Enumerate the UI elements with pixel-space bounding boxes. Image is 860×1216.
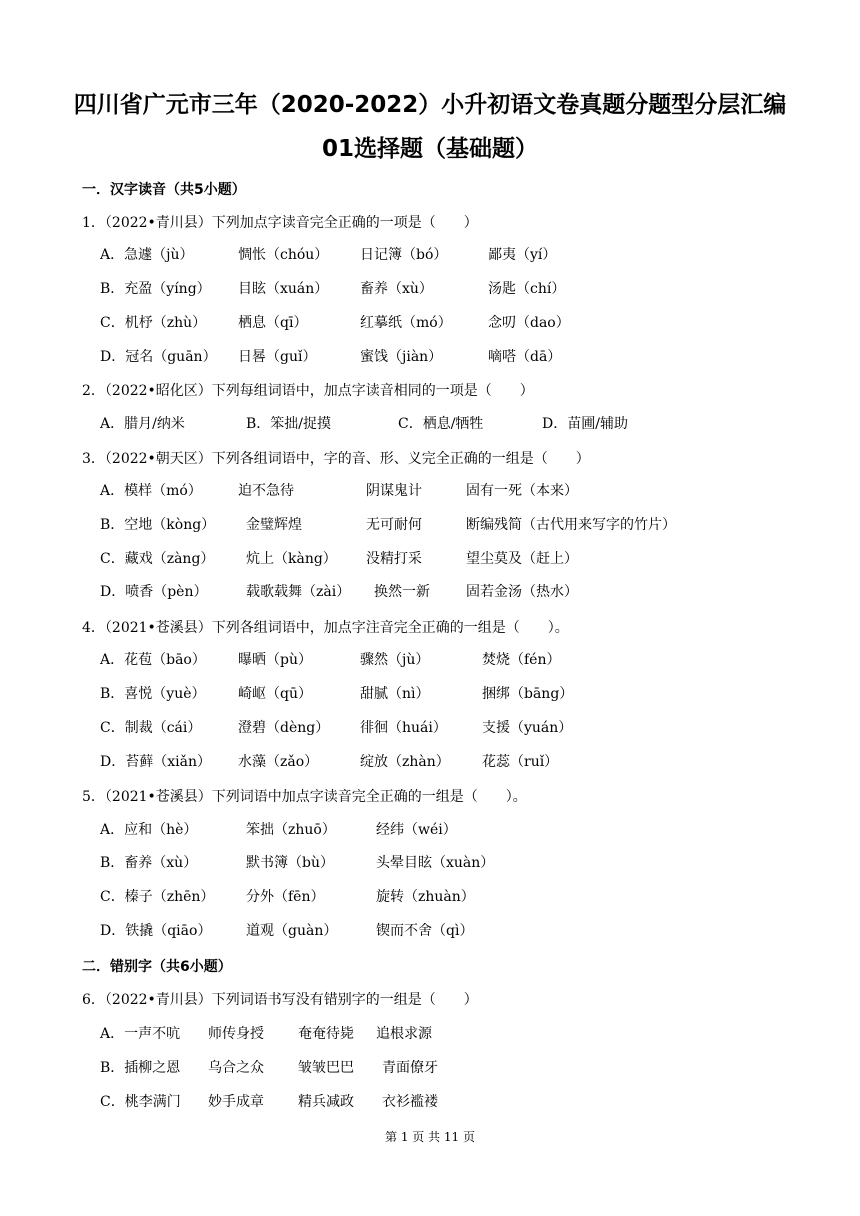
option-row xyxy=(0,921,860,941)
option-item: 支援（yuán） xyxy=(482,720,573,736)
option-item: 捆绑（bāng） xyxy=(482,686,574,702)
option-item: C．藏戏（zàng） xyxy=(100,551,215,567)
option-item: 妙手成章 xyxy=(208,1094,264,1110)
question-stem-6: 6．（2022•青川县）下列词语书写没有错别字的一组是（ ） xyxy=(82,992,478,1008)
option-item: A．腊月/纳米 xyxy=(100,416,185,432)
section-heading-pronunciation: 一．汉字读音（共5小题） xyxy=(82,182,246,198)
option-row xyxy=(0,752,860,772)
option-item: 目眩（xuán） xyxy=(238,281,329,297)
option-item: 蜜饯（jiàn） xyxy=(360,349,443,365)
option-item: 没精打采 xyxy=(366,551,422,567)
option-item: A．花苞（bāo） xyxy=(100,652,206,668)
option-row xyxy=(0,279,860,299)
page-footer: 第 1 页 共 11 页 xyxy=(385,1130,475,1144)
option-item: 嘀嗒（dā） xyxy=(488,349,562,365)
option-item: 炕上（kàng） xyxy=(246,551,337,567)
option-item: 道观（guàn） xyxy=(246,923,338,939)
option-item: 望尘莫及（赶上） xyxy=(466,551,578,567)
option-item: 笨拙（zhuō） xyxy=(246,822,336,838)
option-item: 迫不急待 xyxy=(238,483,294,499)
page-title-line2: 01选择题（基础题） xyxy=(321,136,538,162)
option-row xyxy=(0,684,860,704)
option-row xyxy=(0,549,860,569)
option-item: C．制裁（cái） xyxy=(100,720,202,736)
option-item: 花蕊（ruǐ） xyxy=(482,754,559,770)
option-item: 换然一新 xyxy=(374,584,430,600)
option-item: 断编残简（古代用来写字的竹片） xyxy=(466,517,676,533)
option-row xyxy=(0,1024,860,1044)
option-row xyxy=(0,347,860,367)
option-item: 栖息（qī） xyxy=(238,315,308,331)
option-item: B．喜悦（yuè） xyxy=(100,686,206,702)
option-row xyxy=(0,718,860,738)
option-row xyxy=(0,481,860,501)
option-item: 默书簿（bù） xyxy=(246,855,334,871)
option-item: D．喷香（pèn） xyxy=(100,584,208,600)
option-item: B．插柳之恩 xyxy=(100,1060,181,1076)
option-item: 徘徊（huái） xyxy=(360,720,447,736)
option-row xyxy=(0,1092,860,1112)
option-item: C．榛子（zhēn） xyxy=(100,889,215,905)
option-item: 皱皱巴巴 xyxy=(298,1060,354,1076)
option-item: 焚烧（fén） xyxy=(482,652,561,668)
option-item: 师传身授 xyxy=(208,1026,264,1042)
option-item: A．模样（mó） xyxy=(100,483,202,499)
option-item: 骤然（jù） xyxy=(360,652,430,668)
option-item: 分外（fēn） xyxy=(246,889,325,905)
option-row xyxy=(0,245,860,265)
option-item: B．空地（kòng） xyxy=(100,517,216,533)
option-item: A．一声不吭 xyxy=(100,1026,181,1042)
option-item: 畜养（xù） xyxy=(360,281,433,297)
section-heading-typos: 二．错别字（共6小题） xyxy=(82,959,232,975)
question-stem-4: 4．（2021•苍溪县）下列各组词语中，加点字注音完全正确的一组是（ ）。 xyxy=(82,620,569,636)
option-item: 头晕目眩（xuàn） xyxy=(376,855,495,871)
option-item: C．桃李满门 xyxy=(100,1094,181,1110)
option-item: B．畜养（xù） xyxy=(100,855,198,871)
question-stem-3: 3．（2022•朝天区）下列各组词语中，字的音、形、义完全正确的一组是（ ） xyxy=(82,451,590,467)
option-row xyxy=(0,313,860,333)
option-item: 旋转（zhuàn） xyxy=(376,889,475,905)
option-item: 经纬（wéi） xyxy=(376,822,457,838)
option-row xyxy=(0,853,860,873)
option-row xyxy=(0,582,860,602)
option-item: 澄碧（dèng） xyxy=(238,720,330,736)
option-item: 青面僚牙 xyxy=(382,1060,438,1076)
option-item: 追根求源 xyxy=(376,1026,432,1042)
option-item: 固若金汤（热水） xyxy=(466,584,578,600)
option-item: A．应和（hè） xyxy=(100,822,198,838)
option-item: D．铁撬（qiāo） xyxy=(100,923,212,939)
option-item: 念叨（dao） xyxy=(488,315,570,331)
option-row xyxy=(0,414,860,434)
option-item: C．机杼（zhù） xyxy=(100,315,207,331)
option-item: 绽放（zhàn） xyxy=(360,754,450,770)
option-row xyxy=(0,1058,860,1078)
option-item: 惆怅（chóu） xyxy=(238,247,329,263)
option-row xyxy=(0,820,860,840)
option-item: A．急遽（jù） xyxy=(100,247,194,263)
question-stem-1: 1．（2022•青川县）下列加点字读音完全正确的一项是（ ） xyxy=(82,215,478,231)
option-item: B．充盈（yíng） xyxy=(100,281,211,297)
option-item: 崎岖（qū） xyxy=(238,686,312,702)
option-item: 奄奄待毙 xyxy=(298,1026,354,1042)
option-item: C．栖息/牺牲 xyxy=(398,416,484,432)
option-item: 载歌载舞（zài） xyxy=(246,584,351,600)
option-item: 锲而不舍（qì） xyxy=(376,923,474,939)
option-item: 鄙夷（yí） xyxy=(488,247,557,263)
option-item: 精兵减政 xyxy=(298,1094,354,1110)
option-row xyxy=(0,887,860,907)
option-row xyxy=(0,650,860,670)
option-item: 曝晒（pù） xyxy=(238,652,312,668)
option-item: 阴谋鬼计 xyxy=(366,483,422,499)
option-item: D．苗圃/辅助 xyxy=(542,416,628,432)
option-item: 水藻（zǎo） xyxy=(238,754,319,770)
option-item: 乌合之众 xyxy=(208,1060,264,1076)
option-item: 日记簿（bó） xyxy=(360,247,448,263)
option-item: 日晷（guǐ） xyxy=(238,349,317,365)
option-item: 汤匙（chí） xyxy=(488,281,566,297)
option-item: D．冠名（guān） xyxy=(100,349,217,365)
option-item: 固有一死（本来） xyxy=(466,483,578,499)
option-item: 金璧辉煌 xyxy=(246,517,302,533)
page-title-line1: 四川省广元市三年（2020-2022）小升初语文卷真题分题型分层汇编 xyxy=(73,92,787,118)
option-item: D．苔藓（xiǎn） xyxy=(100,754,211,770)
question-stem-2: 2．（2022•昭化区）下列每组词语中，加点字读音相同的一项是（ ） xyxy=(82,383,534,399)
question-stem-5: 5．（2021•苍溪县）下列词语中加点字读音完全正确的一组是（ ）。 xyxy=(82,789,527,805)
option-item: B．笨拙/捉摸 xyxy=(246,416,332,432)
option-item: 甜腻（nì） xyxy=(360,686,430,702)
option-item: 无可耐何 xyxy=(366,517,422,533)
option-item: 红摹纸（mó） xyxy=(360,315,452,331)
option-row xyxy=(0,515,860,535)
option-item: 衣衫褴褛 xyxy=(382,1094,438,1110)
